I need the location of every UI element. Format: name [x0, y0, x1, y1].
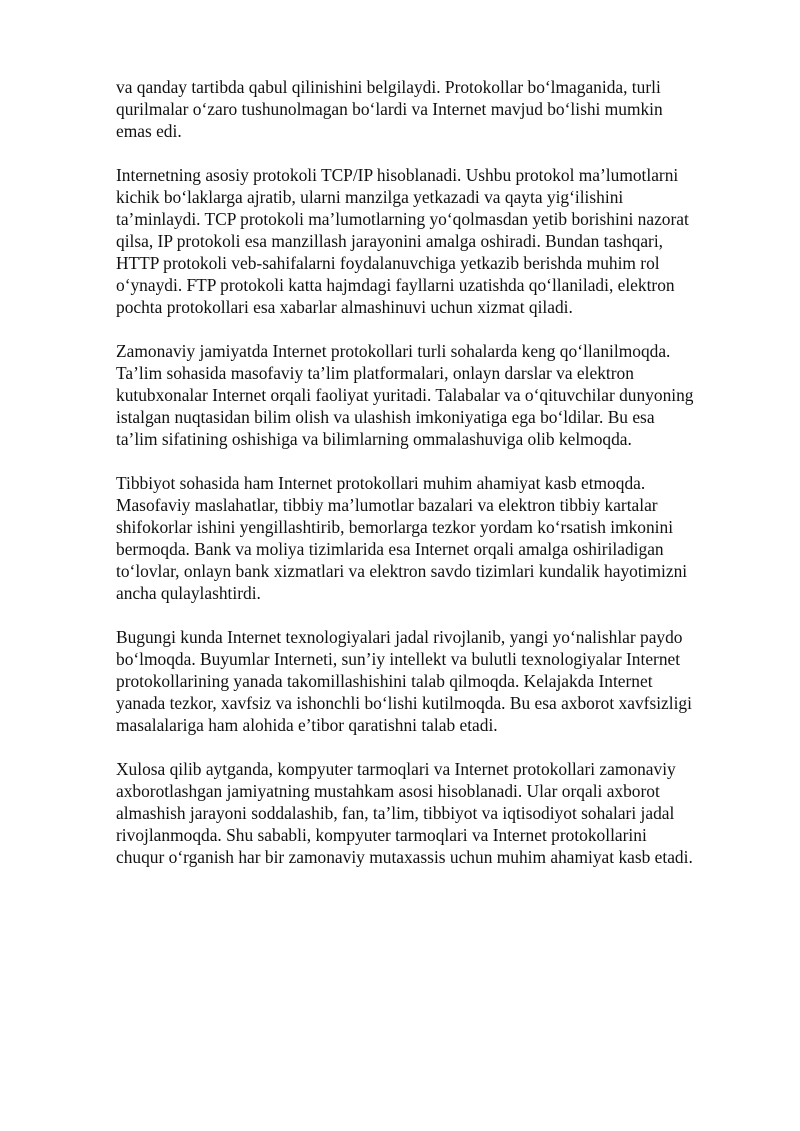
text-line: Tibbiyot sohasida ham Internet protokollari muhim ahamiyat kasb etmoqda.	[116, 473, 646, 493]
paragraph-education	[116, 340, 748, 450]
paragraph-protocols-intro	[116, 76, 748, 142]
text-line: axborotlashgan jamiyatning mustahkam asosi hisoblanadi. Ular orqali axborot	[116, 781, 660, 801]
text-line: HTTP protokoli veb-sahifalarni foydalanuvchiga yetkazib berishda muhim rol	[116, 253, 660, 273]
paragraph-future-technologies	[116, 626, 748, 736]
text-line: yanada tezkor, xavfsiz va ishonchli bo‘lishi kutilmoqda. Bu esa axborot xavfsizligi	[116, 693, 692, 713]
text-line: rivojlanmoqda. Shu sababli, kompyuter tarmoqlari va Internet protokollarini	[116, 825, 647, 845]
text-line: Masofaviy maslahatlar, tibbiy ma’lumotlar bazalari va elektron tibbiy kartalar	[116, 495, 658, 515]
text-line: emas edi.	[116, 121, 182, 141]
text-line: protokollarining yanada takomillashishini talab qilmoqda. Kelajakda Internet	[116, 671, 653, 691]
text-line: kutubxonalar Internet orqali faoliyat yuritadi. Talabalar va o‘qituvchilar dunyoning	[116, 385, 694, 405]
text-line: Xulosa qilib aytganda, kompyuter tarmoqlari va Internet protokollari zamonaviy	[116, 759, 676, 779]
paragraph-tcp-ip	[116, 164, 748, 318]
text-line: istalgan nuqtasidan bilim olish va ulashish imkoniyatiga ega bo‘ldilar. Bu esa	[116, 407, 655, 427]
paragraph-medicine-finance	[116, 472, 748, 604]
text-line: Bugungi kunda Internet texnologiyalari jadal rivojlanib, yangi yo‘nalishlar paydo	[116, 627, 683, 647]
text-line: ancha qulaylashtirdi.	[116, 583, 261, 603]
text-line: ta’lim sifatining oshishiga va bilimlarning ommalashuviga olib kelmoqda.	[116, 429, 632, 449]
text-line: masalalariga ham alohida e’tibor qaratishni talab etadi.	[116, 715, 498, 735]
text-line: ta’minlaydi. TCP protokoli ma’lumotlarning yo‘qolmasdan yetib borishini nazorat	[116, 209, 689, 229]
text-line: va qanday tartibda qabul qilinishini belgilaydi. Protokollar bo‘lmaganida, turli	[116, 77, 661, 97]
text-line: almashish jarayoni soddalashib, fan, ta’lim, tibbiyot va iqtisodiyot sohalari jadal	[116, 803, 675, 823]
paragraph-conclusion	[116, 758, 748, 868]
text-line: bo‘lmoqda. Buyumlar Interneti, sun’iy intellekt va bulutli texnologiyalar Internet	[116, 649, 681, 669]
document-page	[116, 76, 748, 890]
text-line: Zamonaviy jamiyatda Internet protokollari turli sohalarda keng qo‘llanilmoqda.	[116, 341, 671, 361]
text-line: qilsa, IP protokoli esa manzillash jarayonini amalga oshiradi. Bundan tashqari,	[116, 231, 664, 251]
text-line: Ta’lim sohasida masofaviy ta’lim platformalari, onlayn darslar va elektron	[116, 363, 634, 383]
text-line: qurilmalar o‘zaro tushunolmagan bo‘lardi va Internet mavjud bo‘lishi mumkin	[116, 99, 663, 119]
text-line: bermoqda. Bank va moliya tizimlarida esa Internet orqali amalga oshiriladigan	[116, 539, 664, 559]
text-line: Internetning asosiy protokoli TCP/IP hisoblanadi. Ushbu protokol ma’lumotlarni	[116, 165, 679, 185]
text-line: kichik bo‘laklarga ajratib, ularni manzilga yetkazadi va qayta yig‘ilishini	[116, 187, 624, 207]
text-line: to‘lovlar, onlayn bank xizmatlari va elektron savdo tizimlari kundalik hayotimizni	[116, 561, 688, 581]
text-line: shifokorlar ishini yengillashtirib, bemorlarga tezkor yordam ko‘rsatish imkonini	[116, 517, 674, 537]
text-line: o‘ynaydi. FTP protokoli katta hajmdagi fayllarni uzatishda qo‘llaniladi, elektron	[116, 275, 675, 295]
text-line: chuqur o‘rganish har bir zamonaviy mutaxassis uchun muhim ahamiyat kasb etadi.	[116, 847, 693, 867]
text-line: pochta protokollari esa xabarlar almashinuvi uchun xizmat qiladi.	[116, 297, 573, 317]
